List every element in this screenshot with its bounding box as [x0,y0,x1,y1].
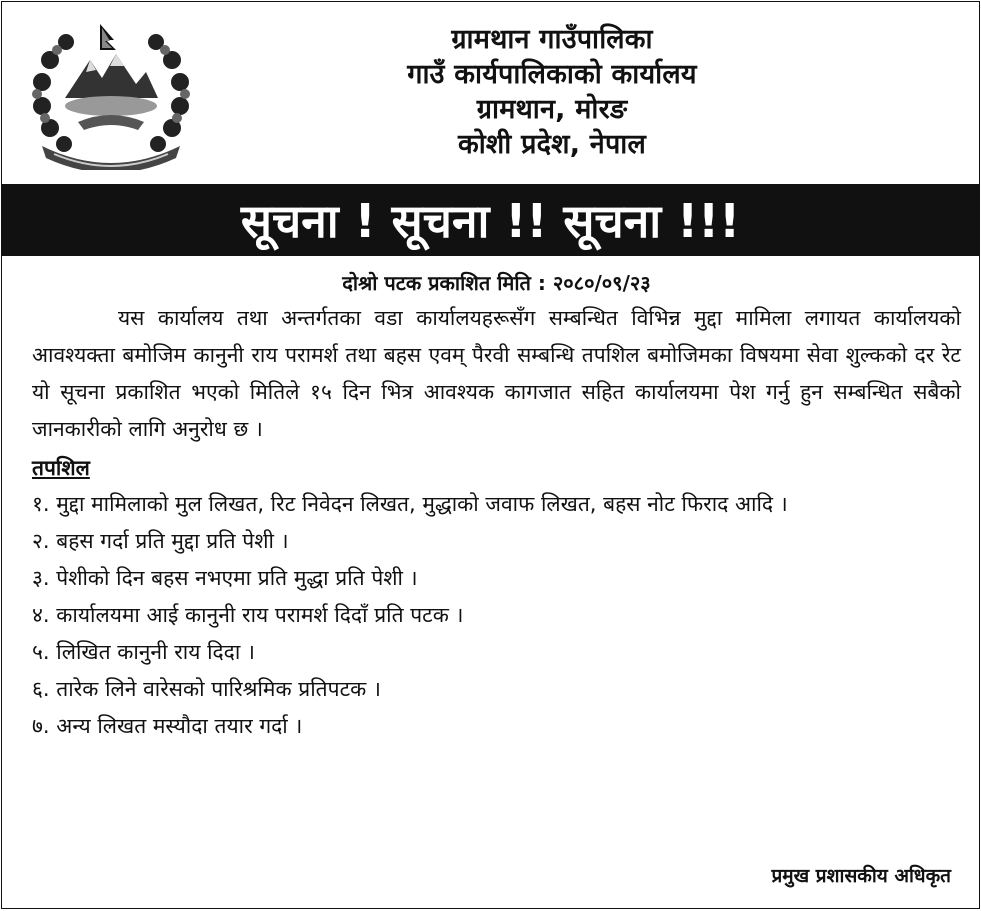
letterhead [2,2,979,186]
publication-date: दोश्रो पटक प्रकाशित मिति : २०८०/०९/२३ [342,271,651,295]
list-item: २. बहस गर्दा प्रति मुद्दा प्रति पेशी । [32,529,289,553]
list-item: ५. लिखित कानुनी राय दिदा । [32,640,255,664]
list-item: ७. अन्य लिखत मस्यौदा तयार गर्दा । [32,714,303,738]
list-item: ३. पेशीको दिन बहस नभएमा प्रति मुद्धा प्रति पेशी । [32,566,418,590]
office-name: गाउँ कार्यपालिकाको कार्यालय [407,59,697,90]
nepal-coat-of-arms-emblem-icon [20,20,202,170]
notice-paragraph: यस कार्यालय तथा अन्तर्गतका वडा कार्यालयहरूसँग सम्बन्धित विभिन्न मुद्दा मामिला लगायत कार्यालयको आवश्यक्ता बमोजिम कानुनी राय परामर्श तथा बहस एवम् पैरवी सम्बन्धि तपशिल बमोजिमका विषयमा सेवा शुल्कको दर रेट यो सूचना प्रकाशित भएको मितिले १५ दिन भित्र आवश्यक कागजात सहित कार्यालयमा पेश गर्नु हुन सम्बन्धित सबैको जानकारीको लागि अनुरोध छ । [32,306,961,441]
list-item: १. मुद्दा मामिलाको मुल लिखत, रिट निवेदन लिखत, मुद्धाको जवाफ लिखत, बहस नोट फिराद आदि । [32,492,788,516]
list-item: ६. तारेक लिने वारेसको पारिश्रमिक प्रतिपटक । [32,677,381,701]
office-address: ग्रामथान, मोरङ [476,94,628,125]
office-title-block [362,22,742,162]
province-country: कोशी प्रदेश, नेपाल [457,129,647,160]
notice-body [2,256,979,745]
signature-title: प्रमुख प्रशासकीय अधिकृत [771,865,951,887]
list-item: ४. कार्यालयमा आई कानुनी राय परामर्श दिदाँ प्रति पटक । [32,603,464,627]
details-heading: तपशिल [32,456,90,480]
municipality-name: ग्रामथान गाउँपालिका [451,24,653,55]
notice-document [1,1,980,909]
notice-banner: सूचना ! सूचना !! सूचना !!! [2,186,979,256]
details-list [32,486,961,745]
